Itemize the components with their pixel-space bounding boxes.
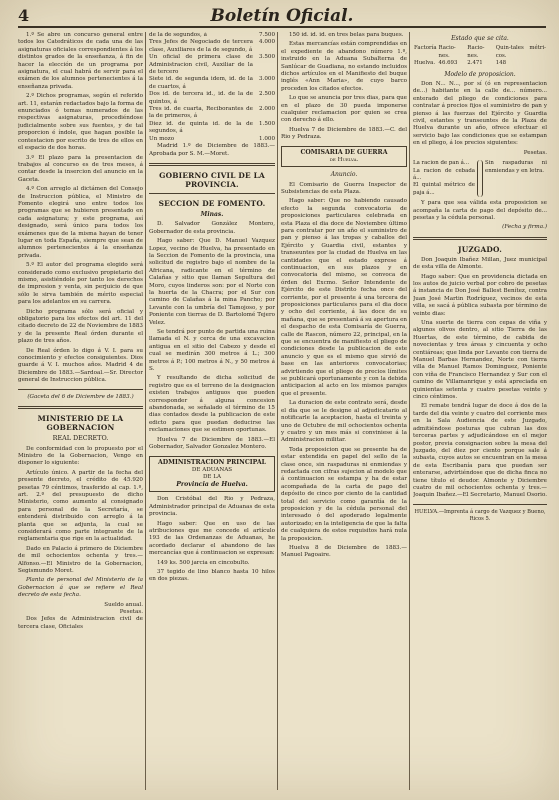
salary-row: Siete id. de segunda idem, id. de la de cuartos, á 3.000 (149, 76, 275, 90)
divider (149, 193, 275, 194)
paragraph: 2.º Dichos programas, según el referido art. 11, estarán redactados bajo la forma de enunciados ó temas numerados de las respectivas asignaturas, procediéndose judicialmente sobre sus fuentes, y de tal proporcion é índole, que hagan posible la contestacion por escrito de tres de ellos en el espacio de dos horas. (18, 93, 143, 152)
decree-label: REAL DECRETO. (52, 434, 109, 443)
supply-table (413, 45, 547, 67)
paragraph: Una suerte de tierra con cepas de viña y algunos olivos dentro, al sitio Tierra de las Huertas, de este término, de cabida de novecientas y tres áreas y cincuenta y ocho centiáreas; que linda por Levante con tierra de Manuel Barbas Hernandez, Norte con tierra villa de Manuel Ramos Dominguez, Poniente con viña de Francisco Hernandez y Sur con el camino de Villamanrique y está apreciada en quinientas setenta y cuatro pesetas veinte y cinco céntimos. (413, 320, 547, 401)
paragraph: De conformidad con lo propuesto por el Ministro de la Gobernacion, Vengo en disponer lo siguiente: (18, 445, 143, 467)
salary-list (149, 32, 275, 143)
paragraph: Huelva 7 de Diciembre de 1883.—C. del Rio y Pedraza. (281, 126, 407, 141)
paragraph: Don Cristóbal del Rio y Pedraza, Administrador principal de Aduanas de esta provincia. (149, 496, 275, 518)
column-2 (149, 32, 275, 792)
paragraph: 150 id. id. id. en tres belas para buques. (289, 32, 404, 38)
divider (18, 389, 143, 390)
column-label: Sueldo anual. (104, 601, 143, 608)
notice-box (281, 146, 407, 167)
paragraph: 4.º Con arreglo al dictámen del Consejo de Instruccion pública, el Ministro de Fomento elegirá uno entre todos los programas que se hubieren presentado en cada asignatura; y este programa, así designado, será único para todos los exámenes que de la misma hayan de tener lugar en toda España, siempre que sean de alumnos pertenecientes á la enseñanza privada. (18, 186, 143, 259)
paragraph: Se tendrá por punto de partida una ruina llamada el N. y cerca de una excavacion antigua en el sitio del Cabezo y desde el cual se medirán 300 metros á L.; 300 metros á P.; 100 metros á N., y 50 metros á S. (149, 329, 275, 373)
paragraph: Lo que se anuncia por tres dias, para que en el plazo de 30 pueda imponerse cualquier reclamacion por quien se crea con derecho á ello. (281, 95, 407, 124)
paragraph: Huelva 7 de Diciembre de 1883.—El Gobernador, Salvador Gonzalez Montero. (149, 436, 275, 451)
ministry-heading: MINISTERIO DE LA GOBERNACION (37, 414, 124, 433)
juzgado-heading: JUZGADO. (458, 244, 502, 254)
paragraph: La duracion de este contrato será, desde el dia que se le designe al adjudicatario al notificarle la aceptacion, hasta el treinta y uno de Octubre de mil ochocientos ochenta y cuatro y un mes más si conviniese á la Administracion militar. (281, 400, 407, 444)
imprint: HUELVA.—Imprenta á cargo de Vazquez y Bueno, Ricos 5. (414, 508, 546, 523)
paragraph: 3.º El plazo para la presentacion de trabajos al concurso es de tres meses, á contar desde la insercion del anuncio en la Gaceta. (18, 154, 143, 183)
box-place: Provincia de Huelva. (176, 481, 248, 489)
paragraph: Estas mercancías están comprendidas en el expediente de abandono número 1.º, instruido en la Aduana Subalterna de Sanlúcar de Guadiana, no estando incluidos dichos artículos en el Manifiesto del buque inglés «Ann Maria», de cuyo barco proceden los citados efectos. (281, 41, 407, 92)
column-label: Pesetas. (119, 609, 143, 616)
box-subtitle: DE ADUANAS (191, 466, 233, 473)
divider (413, 237, 547, 240)
paragraph: El Comisario de Guerra Inspector de Subsistencias de esta Plaza. (281, 181, 407, 195)
paragraph: Dicho programa sólo será oficial y obligatorio para los efectos del art. 11 del citado decreto de 22 de Noviembre de 1883 y de la presente Real órden durante el plazo de tres años. (18, 308, 143, 345)
paragraph: El remate tendrá lugar de doce á dos de la tarde del dia veinte y cuatro del corriente mes en la Sala Audiencia de este Juzgado, admitiéndose posturas que cubran las dos terceras partes y adjudicándose en el mejor postor, previa consignacion sobre la mesa del Juzgado, del diez por ciento porque sale á subasta, cuyos autos se encuentran en la mesa de esta Escribanía para que puedan ser enterarse, advirtiéndose que de dicha finca no tiene título el deudor. Almonte y Diciembre cuatro de mil ochocientos ochenta y tres.—Joaquin Ibañez.—El Secretario, Manuel Osorio. (413, 403, 547, 499)
price-bracket: La racion de pan á... La racion de cebada á... El quintal métrico de paja á... Sin raspaduras ni enmiendas y en letra. (413, 160, 547, 196)
salary-row: de la de segundos, á 7.500 (149, 32, 275, 38)
box-title: ADMINISTRACION PRINCIPAL (157, 458, 266, 466)
table-title: Estado que se cita. (451, 35, 509, 42)
salary-row: Un oficial de primera clase de Administracion civil, Auxiliar de la de tercero 3.500 (149, 54, 275, 76)
divider (413, 504, 547, 505)
paragraph: Hago saber: Que no habiendo causado efecto la segunda convocatoria de proposiciones particulares celebrada en esta Plaza el dia doce de Noviembre último para contratar por un año el suministro de pan y pienso á las tropas y caballos del Ejército y Guardia civil, estantes y transeuntes por la ciudad de Huelva en las cantidades que el estado exprese á continuacion, en sus plazos y en convocatoria del mismo, se convoca de órden del Excmo. Señor Intendente de Ejército de este Distrito fecha once del corriente, por el presente á una tercera de proposiciones particulares para el dia doce y ocho del corriente, á las doce de su mañana, que se presentará á su apertura en el despacho de esta Comisaría de Guerra, calle de Rascon, número 22, principal, en la que se encuentra de manifiesto el pliego de condiciones desde la publicacion de este anuncio y que es el mismo que sirvió de base en las anteriores convocatorias; advirtiendo que el pliego de precios límites se publicará oportunamente y con la debida anticipacion al acto en los mismos parajes que el presente. (281, 198, 407, 397)
paragraph: Hago saber: Que en providencia dictada en los autos de juicio verbal por cobro de pesetas á instancia de Don José Ballest Benítez, contra Juan José Martin Rodríguez, vecinos de esta villa, se sacá á pública subasta por término de veinte dias: (413, 273, 547, 317)
column-3 (281, 32, 407, 792)
column-label: Pesetas. (523, 149, 547, 156)
page-header (18, 6, 546, 28)
page-number: 4 (18, 6, 30, 25)
column-divider (277, 32, 278, 790)
box-subtitle: de Huelva. (329, 156, 359, 163)
paragraph: Dado en Palacio á primero de Diciembre de mil ochocientos ochenta y tres.—Alfonso.—El Ministro de la Gobernacion, Segismundo Moret. (18, 545, 143, 574)
gazette-note: (Gaceta del 6 de Diciembre de 1883.) (27, 393, 134, 400)
table-header-row: Factoría Racio-nes. Racio-nes. Quin-tales métri-cos. (414, 45, 546, 59)
column-divider (145, 32, 146, 790)
paragraph: De Real órden lo digo á V. I. para su conocimiento y efectos consiguientes. Dios guarde á V. I. muchos años. Madrid 4 de Diciembre de 1883.—Sardoal.—Sr. Director general de Instruccion pública. (18, 347, 143, 384)
paragraph: Don N... N..., por sí (ó en representacion de...) habitante en la calle de... número... enterado del pliego de condiciones para contratar á precios fijos el suministro de pan y pienso á las fuerzas del Ejército y Guardia civil, estantes y transeuntes de la Plaza de Huelva durante un año, ofrece efectuar el servicio bajo las condiciones que se estampan en el pliego, á los precios siguientes: (413, 81, 547, 147)
paragraph: Hago saber: Que D. Manuel Vazquez Lopez, vecino de Huelva, ha presentado en la Seccion de Fomento de la provincia, una solicitud de registro bajo el nombre de la Africana, radicante en el término de Calañas y sitio que llaman Sepultura del Moro, cuyos linderos son: por el Norte con la huerta de la Chacra; por el Sur con camino de Calañas á la mina Pancho; por Levante con la umbría del Tamojoso, y por Poniente con tierras de D. Bartolomé Tejero Velez. (149, 238, 275, 326)
paragraph: Artículo único. A partir de la fecha del presente decreto, el crédito de 45.920 pesetas 79 céntimos, trasferido al cap. 1.º, art. 2.º del presupuesto de dicho Ministerio, como aumento al consignado para personal de la Secretaría, se entenderá distribuido con arreglo á la planta que se adjunta, la cual se considerará como parte integrante de la reglamentaria que rige en la actualidad. (18, 469, 143, 543)
model-title: Modelo de proposicion. (444, 70, 516, 78)
paragraph: 1.º Se abre un concurso general entre todos los Catedráticos de cada una de las asignaturas oficiales correspondientes á los distintos grados de la enseñanza, á fin de hacer la elección de un programa por asignatura, el cual habrá de servir para el exámen de los alumnos pertenecientes á la enseñanza privada. (18, 32, 143, 90)
government-heading: GOBIERNO CIVIL DE LA PROVINCIA. (159, 170, 265, 189)
box-title: COMISARIA DE GUERRA (300, 148, 388, 156)
column-4 (413, 32, 547, 792)
paragraph: 5.º El autor del programa elegido será considerado como exclusivo propietario del mismo, asistiéndole por tanto los derechos de impresion y venta, sin perjuicio de que sólo le sirva también de mérito especial para los adelantos en su carrera. (18, 262, 143, 306)
paragraph: Toda proposicion que se presente ha de estar extendida en papel del sello de la clase once, sin raspaduras ni enmiendas y redactada con cifras sujecion al modelo que á continuacion se estampa y ha de estar acompañada de la carta de pago del depósito de cinco por ciento de la cantidad total del servicio como garantía de la proposicion y de la cédula personal del interesado ó del apoderado legalmente autorizado; en la inteligencia de que la falta de cualquiera de estos requisitos hará nula la proposicion. (281, 446, 407, 542)
column-1 (18, 32, 143, 792)
paragraph: Don Joaquin Ibañez Millan, Juez municipal de esta villa de Almonte. (413, 256, 547, 271)
masthead-title: Boletín Oficial. (210, 6, 354, 26)
paragraph: 149 ks. 500 jarcia en cincobulto. (157, 559, 250, 566)
section-heading: SECCION DE FOMENTO. (158, 198, 266, 208)
paragraph: Y para que sea válida esta proposicion se acompaña la carta de pago del depósito de... pesetas y la cédula personal. (413, 200, 547, 221)
divider (18, 406, 143, 409)
table-row: Huelva. 46.693 2.471 148 (414, 60, 507, 67)
paragraph: D. Salvador González Montero, Gobernador de esta provincia. (149, 221, 275, 235)
signature: (Fecha y firma.) (502, 224, 547, 231)
paragraph: Y resultando de dicha solicitud de registro que es el terreno de la designacion existen trabajos antiguos que pueden corresponder á alguna concesion abandonada, se señalado el término de 15 dias contados desde la publicacion de este edicto para que puedan deducirse las reclamaciones que se estimen oportunas. (149, 375, 275, 434)
divider (149, 163, 275, 166)
salary-row: Un mozo 1.000 (149, 135, 275, 142)
column-divider (409, 32, 410, 790)
paragraph: Dos Jefes de Administracion civil de tercera clase, Oficiales (18, 616, 143, 630)
paragraph: Planta de personal del Ministerio de la Gobernacion á que se refiere el Real decreto de esta fecha. (18, 577, 143, 599)
announcement-label: Anuncio. (330, 171, 358, 179)
salary-row: Dos id. de tercera id., id. de la de quintos, á 2.500 (149, 91, 275, 105)
salary-row: Diez id. de quinta id. de la de segundos, á 1.500 (149, 120, 275, 135)
salary-row: Tres Jefes de Negociado de tercera clase, Auxiliares de la de segundo, á 4.000 (149, 39, 275, 53)
paragraph: 37 tegido de lino blanco hasta 10 hilos en dos piezas. (149, 568, 275, 583)
paragraph: Hago saber: Que en uso de las atribuciones que me concede el artículo 193 de las Ordenanzas de Aduanas, he acordado declarar el abandono de las mercancías que á continuacion se expresan: (149, 520, 275, 557)
subsection-heading: Minas. (200, 210, 224, 218)
notice-box (149, 456, 275, 493)
salary-row: Tres id. de cuarta, Reciborantes de la de primeros, á 2.000 (149, 106, 275, 120)
box-subtitle: DE LA (202, 473, 222, 480)
paragraph: Huelva 8 de Diciembre de 1883.—Manuel Pagoaire. (281, 545, 407, 559)
signature: Madrid 1.º de Diciembre de 1883.—Aprobada por S. M.—Moret. (149, 143, 275, 157)
